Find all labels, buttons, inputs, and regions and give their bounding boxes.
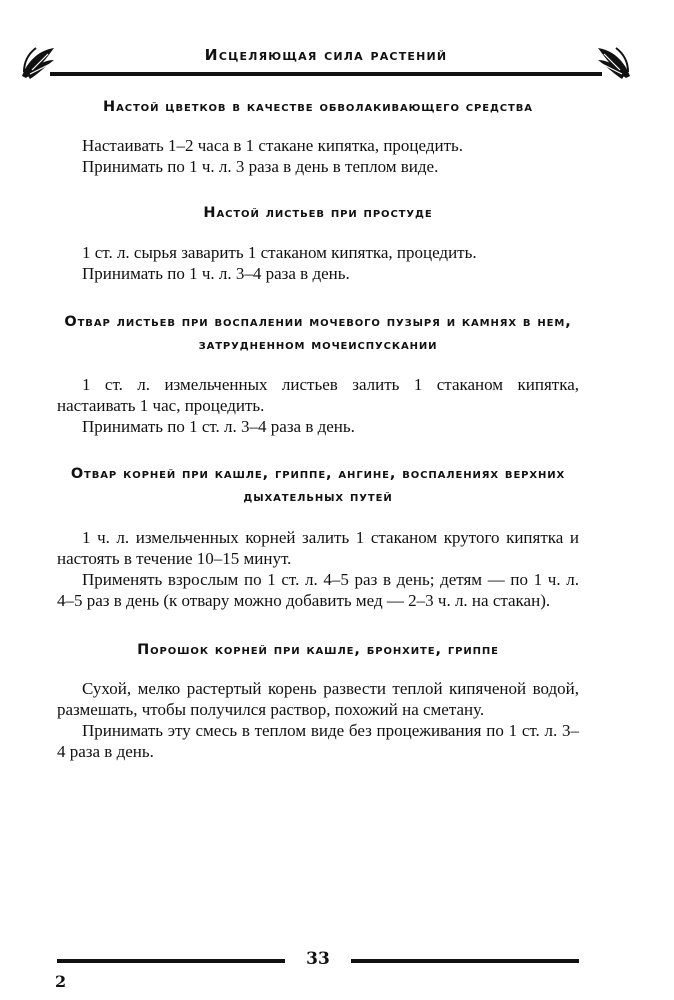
footer-rule — [351, 959, 579, 963]
running-header — [18, 42, 634, 82]
leaf-ornament-icon — [594, 42, 634, 82]
recipe-section — [57, 463, 579, 611]
recipe-section — [57, 202, 579, 284]
recipe-section — [57, 311, 579, 437]
paragraph: Применять взрослым по 1 ст. л. 4–5 раз в день; детям — по 1 ч. л. 4–5 раз в день (к отвару можно добавить мед — 2–3 ч. л. на стакан). — [57, 570, 579, 610]
recipe-section — [57, 639, 579, 762]
paragraph: 1 ч. л. измельченных корней залить 1 стаканом крутого кипятка и настоять в течение 10–15 минут. — [57, 528, 579, 568]
corner-mark: 2 — [55, 972, 67, 991]
page-footer — [57, 950, 579, 980]
paragraph: Принимать по 1 ч. л. 3 раза в день в теплом виде. — [82, 157, 439, 176]
section-heading: Отвар листьев при воспалении мочевого пузыря и камнях в нем, затрудненном мочеиспускании — [64, 314, 572, 353]
paragraph: Настаивать 1–2 часа в 1 стакане кипятка, процедить. — [82, 136, 464, 155]
page-content — [57, 96, 579, 762]
section-heading: Порошок корней при кашле, бронхите, гриппе — [137, 642, 499, 658]
paragraph: 1 ст. л. измельченных листьев залить 1 стаканом кипятка, настаивать 1 час, процедить. — [57, 375, 579, 415]
section-heading: Отвар корней при кашле, гриппе, ангине, воспалениях верхних дыхательных путей — [70, 466, 566, 505]
recipe-section — [57, 96, 579, 177]
header-title: Исцеляющая сила растений — [204, 46, 448, 64]
paragraph: Принимать по 1 ч. л. 3–4 раза в день. — [82, 264, 350, 283]
section-heading: Настой листьев при простуде — [203, 205, 433, 221]
page-number: 33 — [306, 949, 330, 969]
paragraph: Принимать по 1 ст. л. 3–4 раза в день. — [82, 417, 355, 436]
header-rule — [50, 72, 602, 76]
section-heading: Настой цветков в качестве обволакивающего средства — [103, 99, 533, 115]
paragraph: Принимать эту смесь в теплом виде без процеживания по 1 ст. л. 3–4 раза в день. — [57, 721, 579, 761]
paragraph: Сухой, мелко растертый корень развести теплой кипяченой водой, размешать, чтобы получился раствор, похожий на сметану. — [57, 679, 579, 719]
paragraph: 1 ст. л. сырья заварить 1 стаканом кипятка, процедить. — [82, 243, 477, 262]
